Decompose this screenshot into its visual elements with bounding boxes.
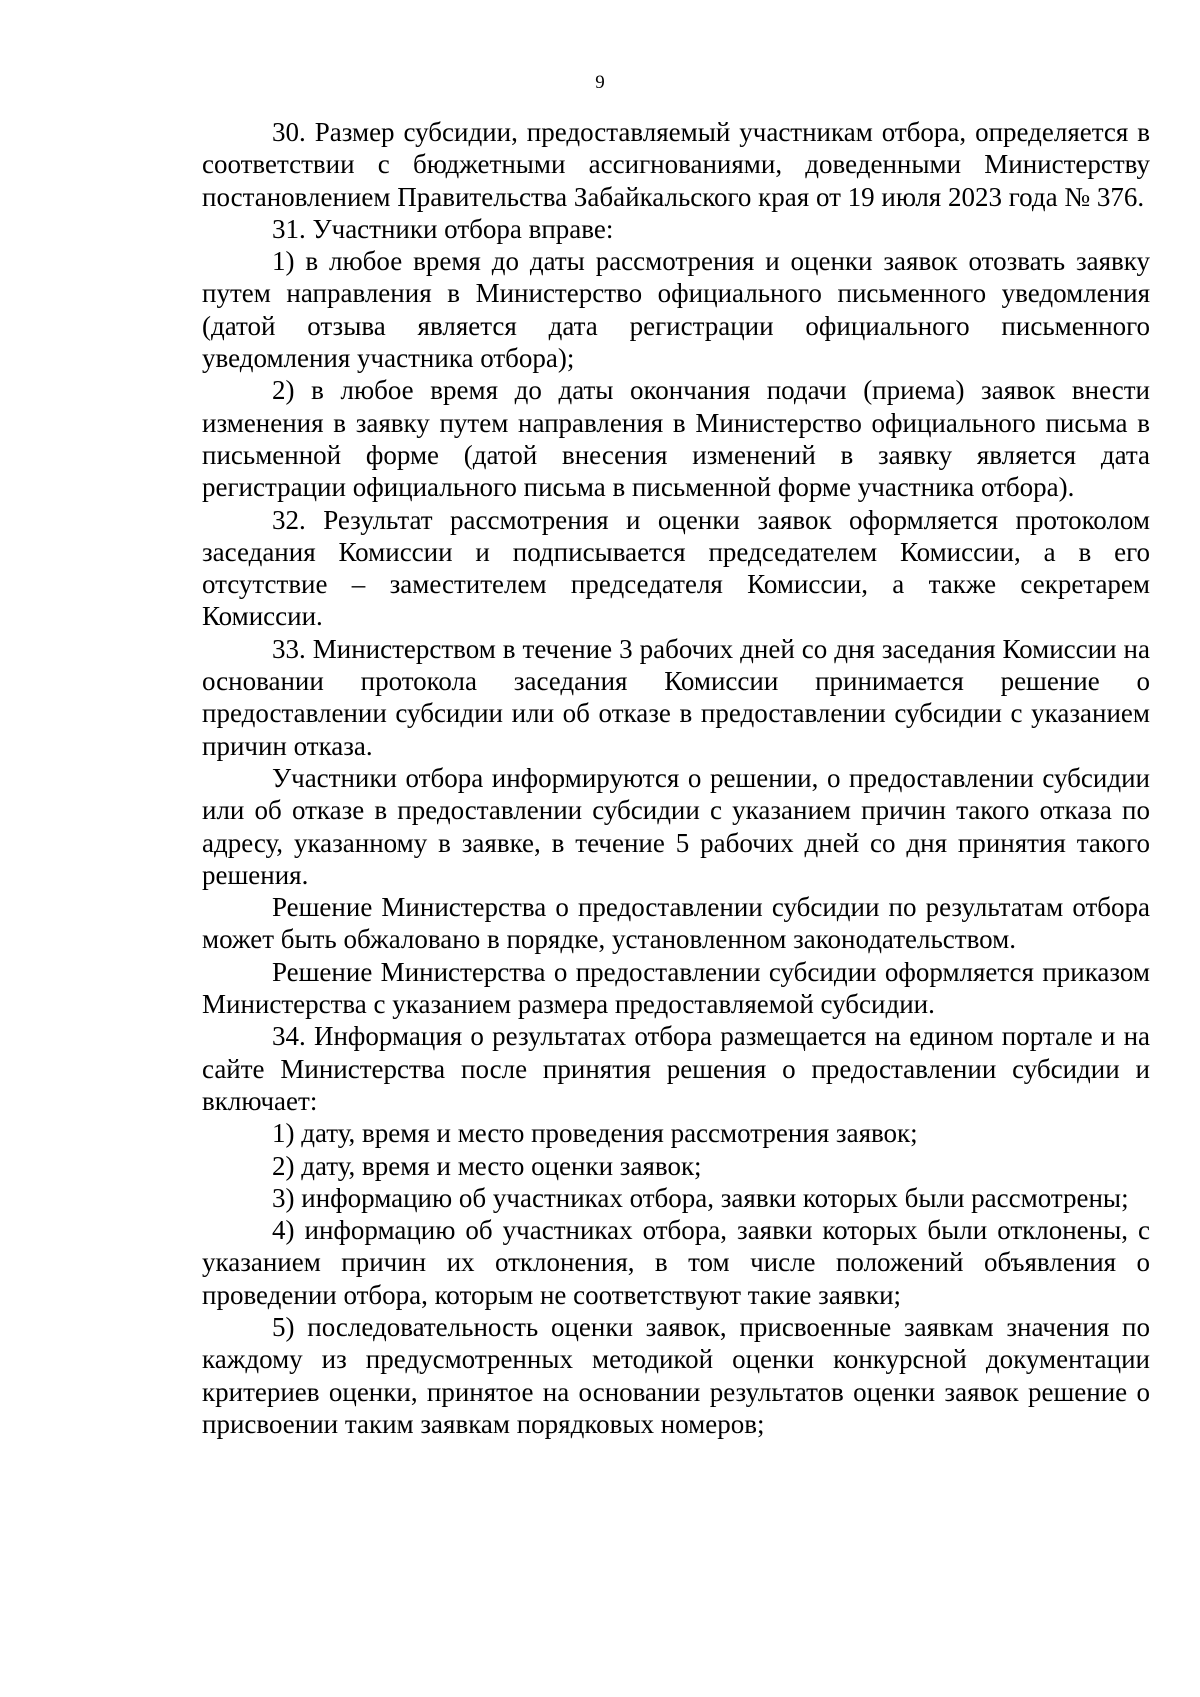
paragraph-31-item-1: 1) в любое время до даты рассмотрения и оценки заявок отозвать заявку путем направления в Министерство официального письменного уведомления (датой отзыва является дата регистрации официального письменного уведомления участника отбора);	[202, 246, 1150, 374]
paragraph-33: 33. Министерством в течение 3 рабочих дней со дня заседания Комиссии на основании протокола заседания Комиссии принимается решение о предоставлении субсидии или об отказе в предоставлении субсидии с указанием причин отказа.	[202, 633, 1150, 761]
paragraph-33-notification: Участники отбора информируются о решении, о предоставлении субсидии или об отказе в предоставлении субсидии с указанием причин такого отказа по адресу, указанному в заявке, в течение 5 рабочих дней со дня принятия такого решения.	[202, 762, 1150, 890]
paragraph-34-item-5: 5) последовательность оценки заявок, присвоенные заявкам значения по каждому из предусмотренных методикой оценки конкурсной документации критериев оценки, принятое на основании результатов оценки заявок решение о присвоении таким заявкам порядковых номеров;	[202, 1311, 1150, 1439]
paragraph-33-order: Решение Министерства о предоставлении субсидии оформляется приказом Министерства с указанием размера предоставляемой субсидии.	[202, 956, 1150, 1020]
paragraph-34-item-3: 3) информацию об участниках отбора, заявки которых были рассмотрены;	[272, 1182, 1129, 1213]
paragraph-34-item-1: 1) дату, время и место проведения рассмотрения заявок;	[272, 1118, 918, 1149]
paragraph-31: 31. Участники отбора вправе:	[272, 213, 614, 244]
paragraph-34-item-4: 4) информацию об участниках отбора, заявки которых были отклонены, с указанием причин их отклонения, в том числе положений объявления о проведении отбора, которым не соответствуют такие заявки;	[202, 1215, 1150, 1310]
page-number: 9	[595, 72, 605, 93]
paragraph-34: 34. Информация о результатах отбора размещается на едином портале и на сайте Министерства после принятия решения о предоставлении субсидии и включает:	[202, 1021, 1150, 1116]
paragraph-31-item-2: 2) в любое время до даты окончания подачи (приема) заявок внести изменения в заявку путем направления в Министерство официального письма в письменной форме (датой внесения изменений в заявку является дата регистрации официального письма в письменной форме участника отбора).	[202, 375, 1150, 503]
paragraph-32: 32. Результат рассмотрения и оценки заявок оформляется протоколом заседания Комиссии и подписывается председателем Комиссии, а в его отсутствие – заместителем председателя Комиссии, а также секретарем Комиссии.	[202, 504, 1150, 632]
document-body	[202, 116, 1150, 1440]
paragraph-34-item-2: 2) дату, время и место оценки заявок;	[272, 1150, 702, 1181]
paragraph-33-appeal: Решение Министерства о предоставлении субсидии по результатам отбора может быть обжаловано в порядке, установленном законодательством.	[202, 892, 1150, 955]
paragraph-30: 30. Размер субсидии, предоставляемый участникам отбора, определяется в соответствии с бюджетными ассигнованиями, доведенными Министерству постановлением Правительства Забайкальского края от 19 июля 2023 года № 376.	[202, 117, 1150, 212]
